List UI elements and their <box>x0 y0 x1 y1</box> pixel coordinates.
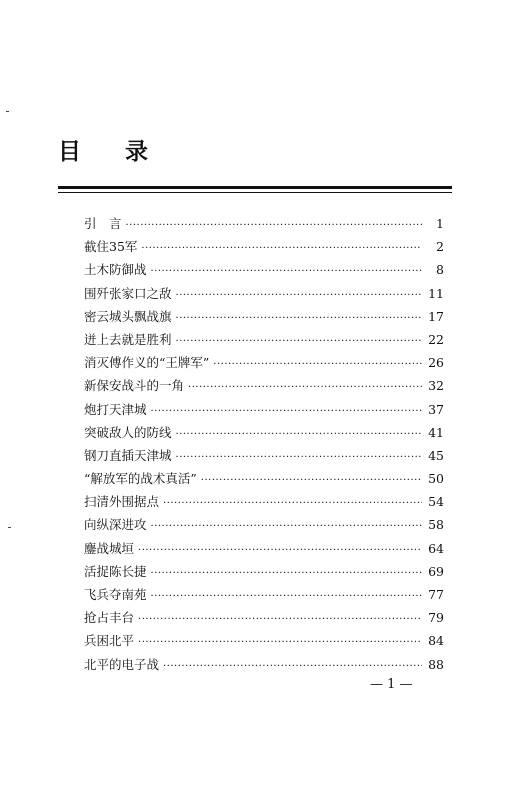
toc-entry-title: 兵困北平 <box>84 633 135 649</box>
toc-entry <box>84 608 444 631</box>
toc-entry-title: 围歼张家口之敌 <box>84 285 172 301</box>
toc-entry-title: 抢占丰台 <box>84 610 135 626</box>
toc-entry-title: 截住35军 <box>84 239 138 255</box>
scan-speck <box>6 111 9 112</box>
toc-entry-title: 密云城头飘战旗 <box>84 308 172 324</box>
toc-entry <box>84 423 444 446</box>
toc-entry-page: 69 <box>428 563 444 579</box>
toc-leader-dots <box>163 498 422 509</box>
toc-entry-title: 向纵深进攻 <box>84 517 147 533</box>
toc-leader-dots <box>138 614 422 625</box>
toc-entry-page: 2 <box>436 239 444 255</box>
toc-leader-dots <box>176 290 422 301</box>
toc-entry-page: 84 <box>428 633 444 649</box>
toc-entry-page: 1 <box>436 216 444 231</box>
toc-entry <box>84 562 444 585</box>
toc-entry <box>84 353 444 376</box>
toc-entry-page: 79 <box>428 610 444 626</box>
toc-entry-title: 活捉陈长捷 <box>84 563 147 579</box>
toc-leader-dots <box>141 243 422 254</box>
toc-entry-page: 8 <box>436 262 444 278</box>
toc-leader-dots <box>151 521 422 532</box>
toc-entry-page: 26 <box>428 355 444 371</box>
toc-entry <box>84 446 444 469</box>
toc-leader-dots <box>163 661 422 672</box>
toc-entry-title: 消灭傅作义的“王牌军” <box>84 355 210 371</box>
toc-entry <box>84 400 444 423</box>
toc-entry-page: 37 <box>428 401 444 417</box>
toc-leader-dots <box>126 220 422 231</box>
toc-entry-page: 88 <box>428 656 444 672</box>
toc-entry-title: “解放军的战术真活” <box>84 471 197 487</box>
toc-entry-title: 突破敌人的防线 <box>84 424 172 440</box>
toc-entry-page: 54 <box>428 494 444 510</box>
toc-entry-page: 77 <box>428 587 444 602</box>
toc-entry <box>84 631 444 654</box>
toc-entry-title: 新保安战斗的一角 <box>84 378 185 394</box>
toc-entry <box>84 515 444 538</box>
toc-entry <box>84 284 444 307</box>
toc-entry-title: 炮打天津城 <box>84 401 147 417</box>
toc-leader-dots <box>151 568 422 579</box>
toc-leader-dots <box>188 382 422 393</box>
toc-entry <box>84 585 444 608</box>
title-char-2: 录 <box>125 139 148 165</box>
toc-entry-page: 45 <box>428 447 444 463</box>
title-rule-thin <box>58 192 452 193</box>
toc-entry <box>84 492 444 515</box>
toc-entry-title: 扫清外围据点 <box>84 494 160 510</box>
toc-entry <box>84 539 444 562</box>
toc-entry-page: 58 <box>428 517 444 533</box>
toc-entry <box>84 655 444 678</box>
toc-entry-page: 50 <box>428 471 444 487</box>
toc-entry-title: 飞兵夺南苑 <box>84 587 147 602</box>
toc-leader-dots <box>201 475 422 486</box>
toc-leader-dots <box>151 266 422 277</box>
toc-entry-title: 引 言 <box>84 216 122 231</box>
toc-leader-dots <box>176 313 422 324</box>
toc-leader-dots <box>151 591 422 602</box>
table-of-contents <box>84 214 444 678</box>
toc-entry-page: 41 <box>428 424 444 440</box>
title-rule-thick <box>58 186 452 189</box>
toc-entry-title: 钢刀直插天津城 <box>84 447 172 463</box>
toc-leader-dots <box>176 336 422 347</box>
page-number: — 1 — <box>370 677 413 692</box>
toc-entry <box>84 330 444 353</box>
toc-entry-page: 17 <box>428 308 444 324</box>
scan-speck <box>8 527 11 528</box>
toc-leader-dots <box>138 637 422 648</box>
toc-leader-dots <box>176 429 422 440</box>
toc-entry <box>84 214 444 237</box>
toc-entry-page: 32 <box>428 378 444 394</box>
toc-entry <box>84 260 444 283</box>
toc-leader-dots <box>213 359 422 370</box>
page-title <box>58 133 148 166</box>
title-char-1: 目 <box>58 139 81 165</box>
toc-leader-dots <box>176 452 422 463</box>
toc-entry-title: 鏖战城垣 <box>84 540 135 556</box>
toc-entry-page: 64 <box>428 540 444 556</box>
toc-entry <box>84 469 444 492</box>
toc-leader-dots <box>138 545 422 556</box>
toc-entry <box>84 237 444 260</box>
toc-entry <box>84 307 444 330</box>
toc-entry-title: 土木防御战 <box>84 262 147 278</box>
toc-entry-page: 22 <box>428 331 444 347</box>
toc-entry <box>84 376 444 399</box>
toc-entry-page: 11 <box>428 285 444 301</box>
toc-leader-dots <box>151 406 422 417</box>
toc-entry-title: 北平的电子战 <box>84 656 160 672</box>
toc-entry-title: 迸上去就是胜利 <box>84 331 172 347</box>
